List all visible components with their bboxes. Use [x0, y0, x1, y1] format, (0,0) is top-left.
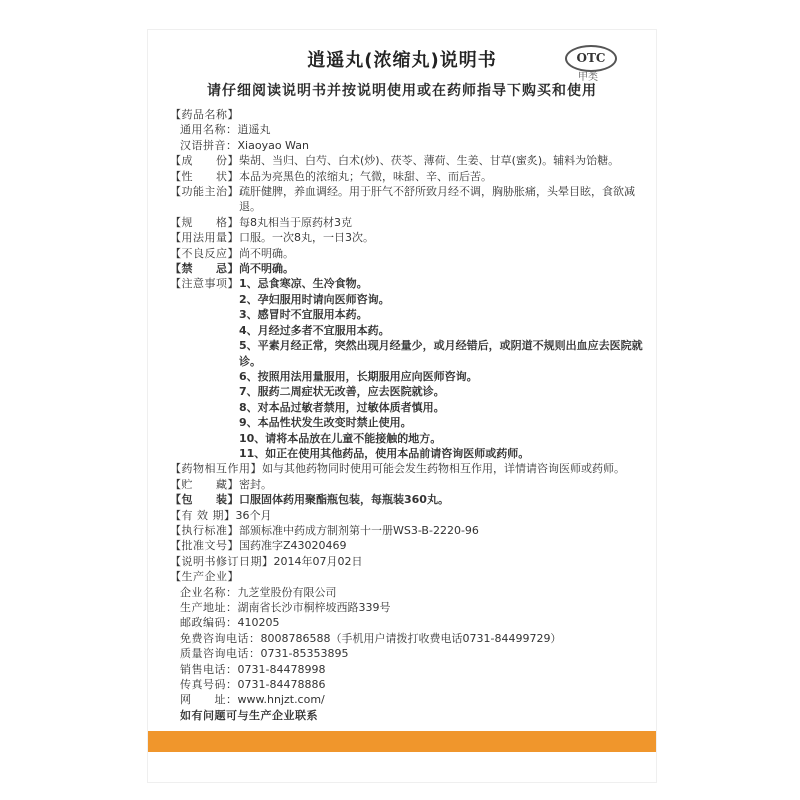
precaution-item: 11、如正在使用其他药品，使用本品前请咨询医师或药师。: [239, 446, 530, 460]
storage-label: 【贮 藏】: [170, 477, 239, 491]
revision-label: 【说明书修订日期】: [170, 554, 274, 568]
address-value: 湖南省长沙市桐梓坡西路339号: [237, 601, 391, 614]
precaution-item: 10、请将本品放在儿童不能接触的地方。: [239, 431, 442, 445]
drug-name-heading: [170, 107, 645, 122]
ingredients-value: 柴胡、当归、白芍、白术(炒)、茯苓、薄荷、生姜、甘草(蜜炙)。辅料为饴糖。: [239, 154, 620, 168]
hotline-row: [170, 631, 645, 646]
precautions-row: [170, 276, 645, 461]
address-label: 生产地址：: [180, 601, 238, 614]
manufacturer-heading: [170, 569, 645, 584]
hotline-label: 免费咨询电话：: [180, 631, 261, 645]
ingredients-row: [170, 153, 645, 168]
generic-name-row: [170, 122, 645, 137]
approval-label: 【批准文号】: [170, 539, 239, 553]
precaution-item: 9、本品性状发生改变时禁止使用。: [239, 416, 412, 430]
manufacturer-label: 【生产企业】: [170, 570, 239, 584]
adverse-row: [170, 246, 645, 261]
precaution-item: 6、按照用法用量服用，长期服用应向医师咨询。: [239, 369, 478, 383]
quality-phone-row: [170, 646, 645, 661]
precaution-item: 7、服药二周症状无改善，应去医院就诊。: [239, 385, 445, 399]
package-label: 【包 装】: [170, 493, 239, 507]
pinyin-value: Xiaoyao Wan: [237, 138, 309, 152]
package-value: 口服固体药用聚酯瓶包装，每瓶装360丸。: [239, 493, 449, 507]
sales-phone-row: [170, 662, 645, 677]
validity-value: 36个月: [235, 508, 272, 522]
zip-value: 410205: [237, 616, 280, 630]
interaction-value: 如与其他药物同时使用可能会发生药物相互作用，详情请咨询医师或药师。: [262, 462, 625, 476]
company-name-row: [170, 585, 645, 600]
usage-row: [170, 230, 645, 245]
quality-phone-label: 质量咨询电话：: [180, 647, 261, 661]
hotline-value: 8008786588（手机用户请拨打收费电话0731-84499729）: [260, 631, 562, 645]
revision-row: [170, 554, 645, 569]
fax-row: [170, 677, 645, 692]
precautions-label: 【注意事项】: [170, 277, 239, 291]
address-row: [170, 600, 645, 615]
otc-badge: OTC: [565, 45, 617, 72]
contraindication-row: [170, 261, 645, 276]
generic-name-label: 通用名称：: [180, 123, 238, 137]
zip-row: [170, 615, 645, 630]
interaction-row: [170, 461, 645, 476]
contraindication-value: 尚不明确。: [239, 262, 294, 276]
standard-label: 【执行标准】: [170, 523, 239, 537]
validity-row: [170, 508, 645, 523]
generic-name-value: 逍遥丸: [237, 123, 271, 137]
drug-name-label: 【药品名称】: [170, 108, 239, 121]
indication-label: 【功能主治】: [170, 185, 239, 199]
fax-value: 0731-84478886: [237, 678, 326, 692]
contact-note-row: [170, 708, 645, 723]
document-subtitle: 请仔细阅读说明书并按说明使用或在药师指导下购买和使用: [207, 83, 597, 99]
precaution-item: 1、忌食寒凉、生冷食物。: [239, 277, 368, 291]
website-row: [170, 692, 645, 707]
ingredients-label: 【成 份】: [170, 154, 239, 168]
company-name-value: 九芝堂股份有限公司: [237, 585, 337, 599]
standard-value: 部颁标准中药成方制剂第十一册WS3-B-2220-96: [239, 523, 479, 537]
package-row: [170, 492, 645, 507]
sales-phone-value: 0731-84478998: [237, 662, 326, 676]
revision-value: 2014年07月02日: [273, 554, 363, 568]
otc-class-label: 甲类: [578, 72, 598, 83]
adverse-label: 【不良反应】: [170, 246, 239, 260]
precaution-item: 5、平素月经正常，突然出现月经量少，或月经错后，或阴道不规则出血应去医院就诊。: [239, 339, 643, 368]
contact-note: 如有问题可与生产企业联系: [180, 708, 318, 722]
character-value: 本品为亮黑色的浓缩丸；气微，味甜、辛、而后苦。: [239, 169, 492, 183]
contraindication-label: 【禁 忌】: [170, 262, 239, 276]
fax-label: 传真号码：: [180, 678, 238, 692]
pinyin-label: 汉语拼音：: [180, 138, 238, 152]
spec-value: 每8丸相当于原药材3克: [239, 215, 352, 229]
standard-row: [170, 523, 645, 538]
spec-row: [170, 215, 645, 230]
website-value: www.hnjzt.com/: [237, 693, 325, 707]
sales-phone-label: 销售电话：: [180, 662, 238, 676]
storage-value: 密封。: [239, 477, 272, 491]
precaution-item: 2、孕妇服用时请向医师咨询。: [239, 292, 390, 306]
character-row: [170, 169, 645, 184]
storage-row: [170, 477, 645, 492]
spec-label: 【规 格】: [170, 215, 239, 229]
usage-value: 口服。一次8丸，一日3次。: [239, 231, 374, 245]
adverse-value: 尚不明确。: [239, 246, 294, 260]
precaution-item: 8、对本品过敏者禁用，过敏体质者慎用。: [239, 400, 445, 414]
interaction-label: 【药物相互作用】: [170, 462, 262, 476]
character-label: 【性 状】: [170, 169, 239, 183]
precaution-item: 3、感冒时不宜服用本药。: [239, 308, 368, 322]
indication-value: 疏肝健脾，养血调经。用于肝气不舒所致月经不调，胸胁胀痛，头晕目眩，食欲减退。: [239, 185, 635, 214]
precaution-item: 4、月经过多者不宜服用本药。: [239, 323, 390, 337]
website-label: 网 址：: [180, 693, 238, 707]
document-body: [170, 107, 645, 723]
document-title: 逍遥丸(浓缩丸)说明书: [307, 50, 497, 71]
indication-row: [170, 184, 645, 215]
approval-value: 国药准字Z43020469: [239, 539, 347, 553]
quality-phone-value: 0731-85353895: [260, 647, 349, 661]
company-name-label: 企业名称：: [180, 585, 238, 599]
pinyin-row: [170, 138, 645, 153]
validity-label: 【有 效 期】: [170, 508, 236, 522]
usage-label: 【用法用量】: [170, 231, 239, 245]
orange-bottom-bar: [148, 731, 656, 752]
zip-label: 邮政编码：: [180, 616, 238, 630]
precautions-list: [239, 276, 645, 461]
approval-row: [170, 538, 645, 553]
